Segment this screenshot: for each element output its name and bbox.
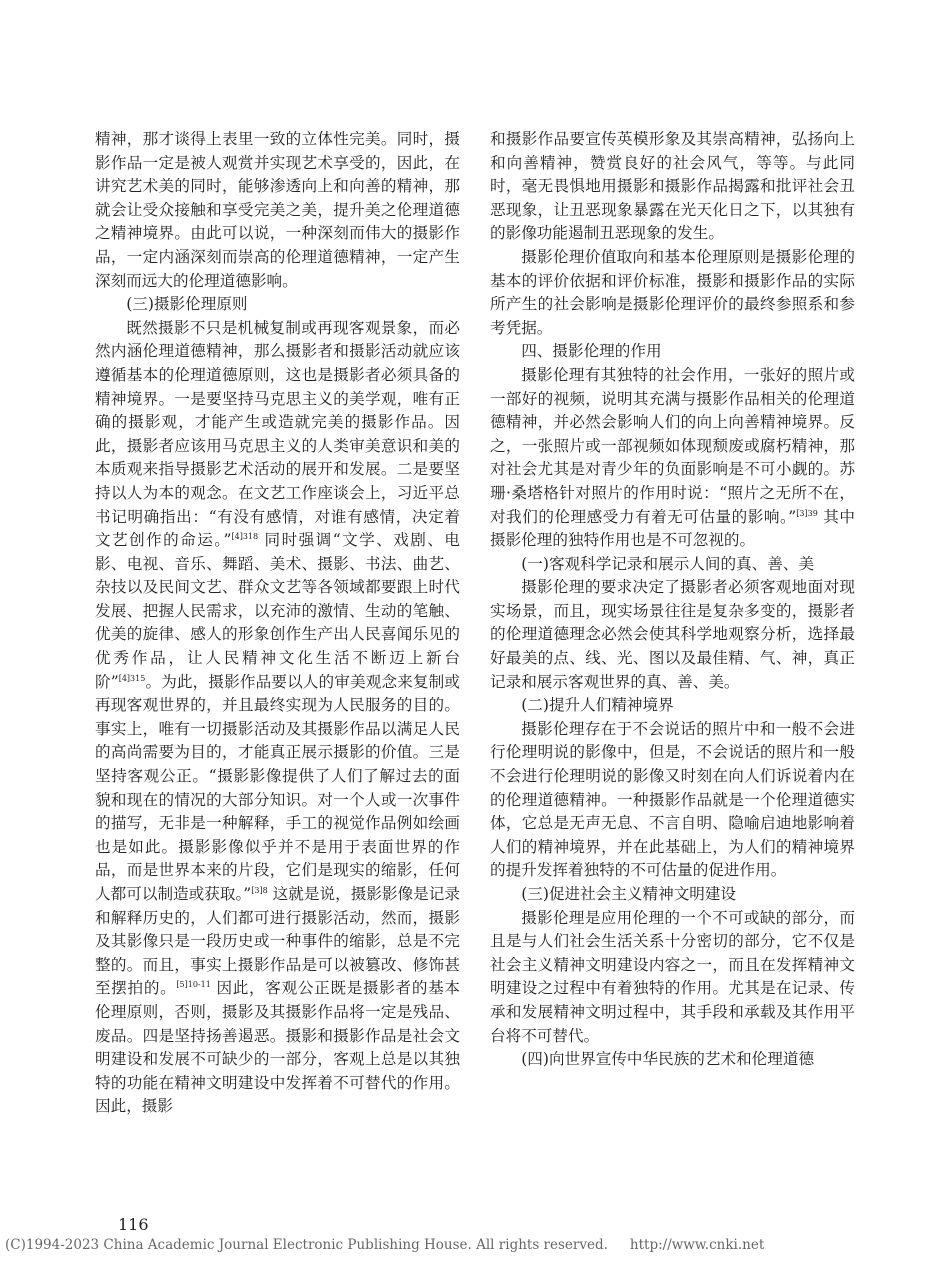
section-heading: (二)提升人们精神境界 — [521, 696, 674, 715]
section-heading: (一)客观科学记录和展示人间的真、善、美 — [521, 554, 815, 573]
copyright-footer — [5, 1237, 945, 1253]
paragraph: 摄影伦理存在于不会说话的照片中和一般不会进行伦理明说的影像中，但是，不会说话的照片和一般不会进行伦理明说的影像又时刻在向人们诉说着内在的伦理道德精神。一种摄影作品就是一个伦理道德实体，它总是无声无息、不言自明、隐喻启迪地影响着人们的精神境界，并在此基础上，为人们的精神境界的提升发挥着独特的不可估量的促进作用。 — [490, 719, 855, 880]
paragraph-continued: 精神，那才谈得上表里一致的立体性完美。同时，摄影作品一定是被人观赏并实现艺术享受的，因此，在讲究艺术美的同时，能够渗透向上和向善的精神，那就会让受众接触和享受完美之美，提升美之伦理道德之精神境界。由此可以说，一种深刻而伟大的摄影作品，一定内涵深刻而崇高的伦理道德精神，一定产生深刻而远大的伦理道德影响。 — [95, 130, 460, 290]
text-run: 既然摄影不只是机械复制或再现客观景象，而必然内涵伦理道德精神，那么摄影者和摄影活动就应该遵循基本的伦理道德原则，这也是摄影者必须具备的精神境界。一是要坚持马克思主义的美学观，唯有正确的摄影观，才能产生或造就完美的摄影作品。因此，摄影者应该用马克思主义的人类审美意识和美的本质观来指导摄影艺术活动的展开和发展。二是要坚持以人为本的观念。在文艺工作座谈会上，习近平总书记明确指出：“有没有感情，对谁有感情，决定着文艺创作的命运。” — [95, 318, 460, 550]
paragraph: 摄影伦理的要求决定了摄影者必须客观地面对现实场景，而且，现实场景往往是复杂多变的，摄影者的伦理道德理念必然会使其科学地观察分析，选择最好最美的点、线、光、图以及最佳精、气、神，真正记录和展示客观世界的真、善、美。 — [490, 578, 855, 691]
citation-marker: [4]318 — [231, 531, 259, 541]
section-heading: (三)促进社会主义精神文明建设 — [521, 885, 737, 903]
text-run: 其中摄影伦理的独特作用也是不可忽视的。 — [490, 507, 855, 550]
paragraph: 摄影伦理价值取向和基本伦理原则是摄影伦理的基本的评价依据和评价标准，摄影和摄影作品的实际所产生的社会影响是摄影伦理评价的最终参照系和参考凭据。 — [490, 247, 855, 337]
text-run: 因此，客观公正既是摄影者的基本伦理原则，否则，摄影及其摄影作品将一定是残品、废品。四是坚持扬善遏恶。摄影和摄影作品是社会文明建设和发展不可缺少的一部分，客观上总是以其独特的功能在精神文明建设中发挥着不可替代的作用。因此，摄影 — [95, 979, 460, 1116]
citation-marker: [3]39 — [796, 508, 818, 518]
text-run: 同时强调“文学、戏剧、电影、电视、音乐、舞蹈、美术、摄影、书法、曲艺、杂技以及民间文艺、群众文艺等各领域都要跟上时代发展、把握人民需求，以充沛的激情、生动的笔触、优美的旋律、感人的形象创作生产出人民喜闻乐见的优秀作品，让人民精神文化生活不断迈上新台阶” — [95, 531, 460, 691]
section-heading: (三)摄影伦理原则 — [126, 295, 248, 314]
paragraph — [490, 364, 855, 553]
citation-marker: [3]8 — [251, 885, 268, 895]
left-column — [95, 128, 460, 1119]
citation-marker: [5]10-11 — [176, 980, 211, 990]
right-column — [490, 128, 855, 1072]
citation-marker: [4]315 — [118, 673, 146, 683]
copyright-text: (C)1994-2023 China Academic Journal Electronic Publishing House. All rights reserved. — [5, 1237, 608, 1253]
paragraph — [95, 317, 460, 1119]
section-heading: 四、摄影伦理的作用 — [521, 342, 662, 361]
footer-url: http://www.cnki.net — [629, 1237, 765, 1253]
text-run: 。为此，摄影作品要以人的审美观念来复制或再现客观世界的，并且最终实现为人民服务的目的。事实上，唯有一切摄影活动及其摄影作品以满足人民的高尚需要为目的，才能真正展示摄影的价值。三是坚持客观公正。“摄影影像提供了人们了解过去的面貌和现在的情况的大部分知识。对一个人或一次事件的描写，无非是一种解释，手工的视觉作品例如绘画也是如此。摄影影像似乎并不是用于表面世界的作品，而是世界本来的片段，它们是现实的缩影，任何人都可以制造或获取。” — [95, 672, 460, 903]
paragraph-continued: 和摄影作品要宣传英模形象及其崇高精神，弘扬向上和向善精神，赞赏良好的社会风气，等等。与此同时，毫无畏惧地用摄影和摄影作品揭露和批评社会丑恶现象，让丑恶现象暴露在光天化日之下，以其独有的影像功能遏制丑恶现象的发生。 — [490, 130, 855, 243]
text-run: 这就是说，摄影影像是记录和解释历史的，人们都可进行摄影活动，然而，摄影及其影像只是一段历史或一种事件的缩影，总是不完整的。而且，事实上摄影作品是可以被篡改、修饰甚至摆拍的。 — [95, 885, 460, 998]
page-number: 116 — [118, 1215, 149, 1234]
paragraph: 摄影伦理是应用伦理的一个不可或缺的部分，而且是与人们社会生活关系十分密切的部分，它不仅是社会主义精神文明建设内容之一，而且在发挥精神文明建设之过程中有着独特的作用。尤其是在记录、传承和发展精神文明过程中，其手段和承载及其作用平台将不可替代。 — [490, 908, 855, 1045]
text-run: 摄影伦理有其独特的社会作用，一张好的照片或一部好的视频，说明其充满与摄影作品相关的伦理道德精神，并必然会影响人们的向上向善精神境界。反之，一张照片或一部视频如体现颓废或腐朽精神，那对社会尤其是对青少年的负面影响是不可小觑的。苏珊·桑塔格针对照片的作用时说：“照片之无所不在，对我们的伦理感受力有着无可估量的影响。” — [490, 365, 855, 526]
section-heading: (四)向世界宣传中华民族的艺术和伦理道德 — [521, 1050, 815, 1069]
